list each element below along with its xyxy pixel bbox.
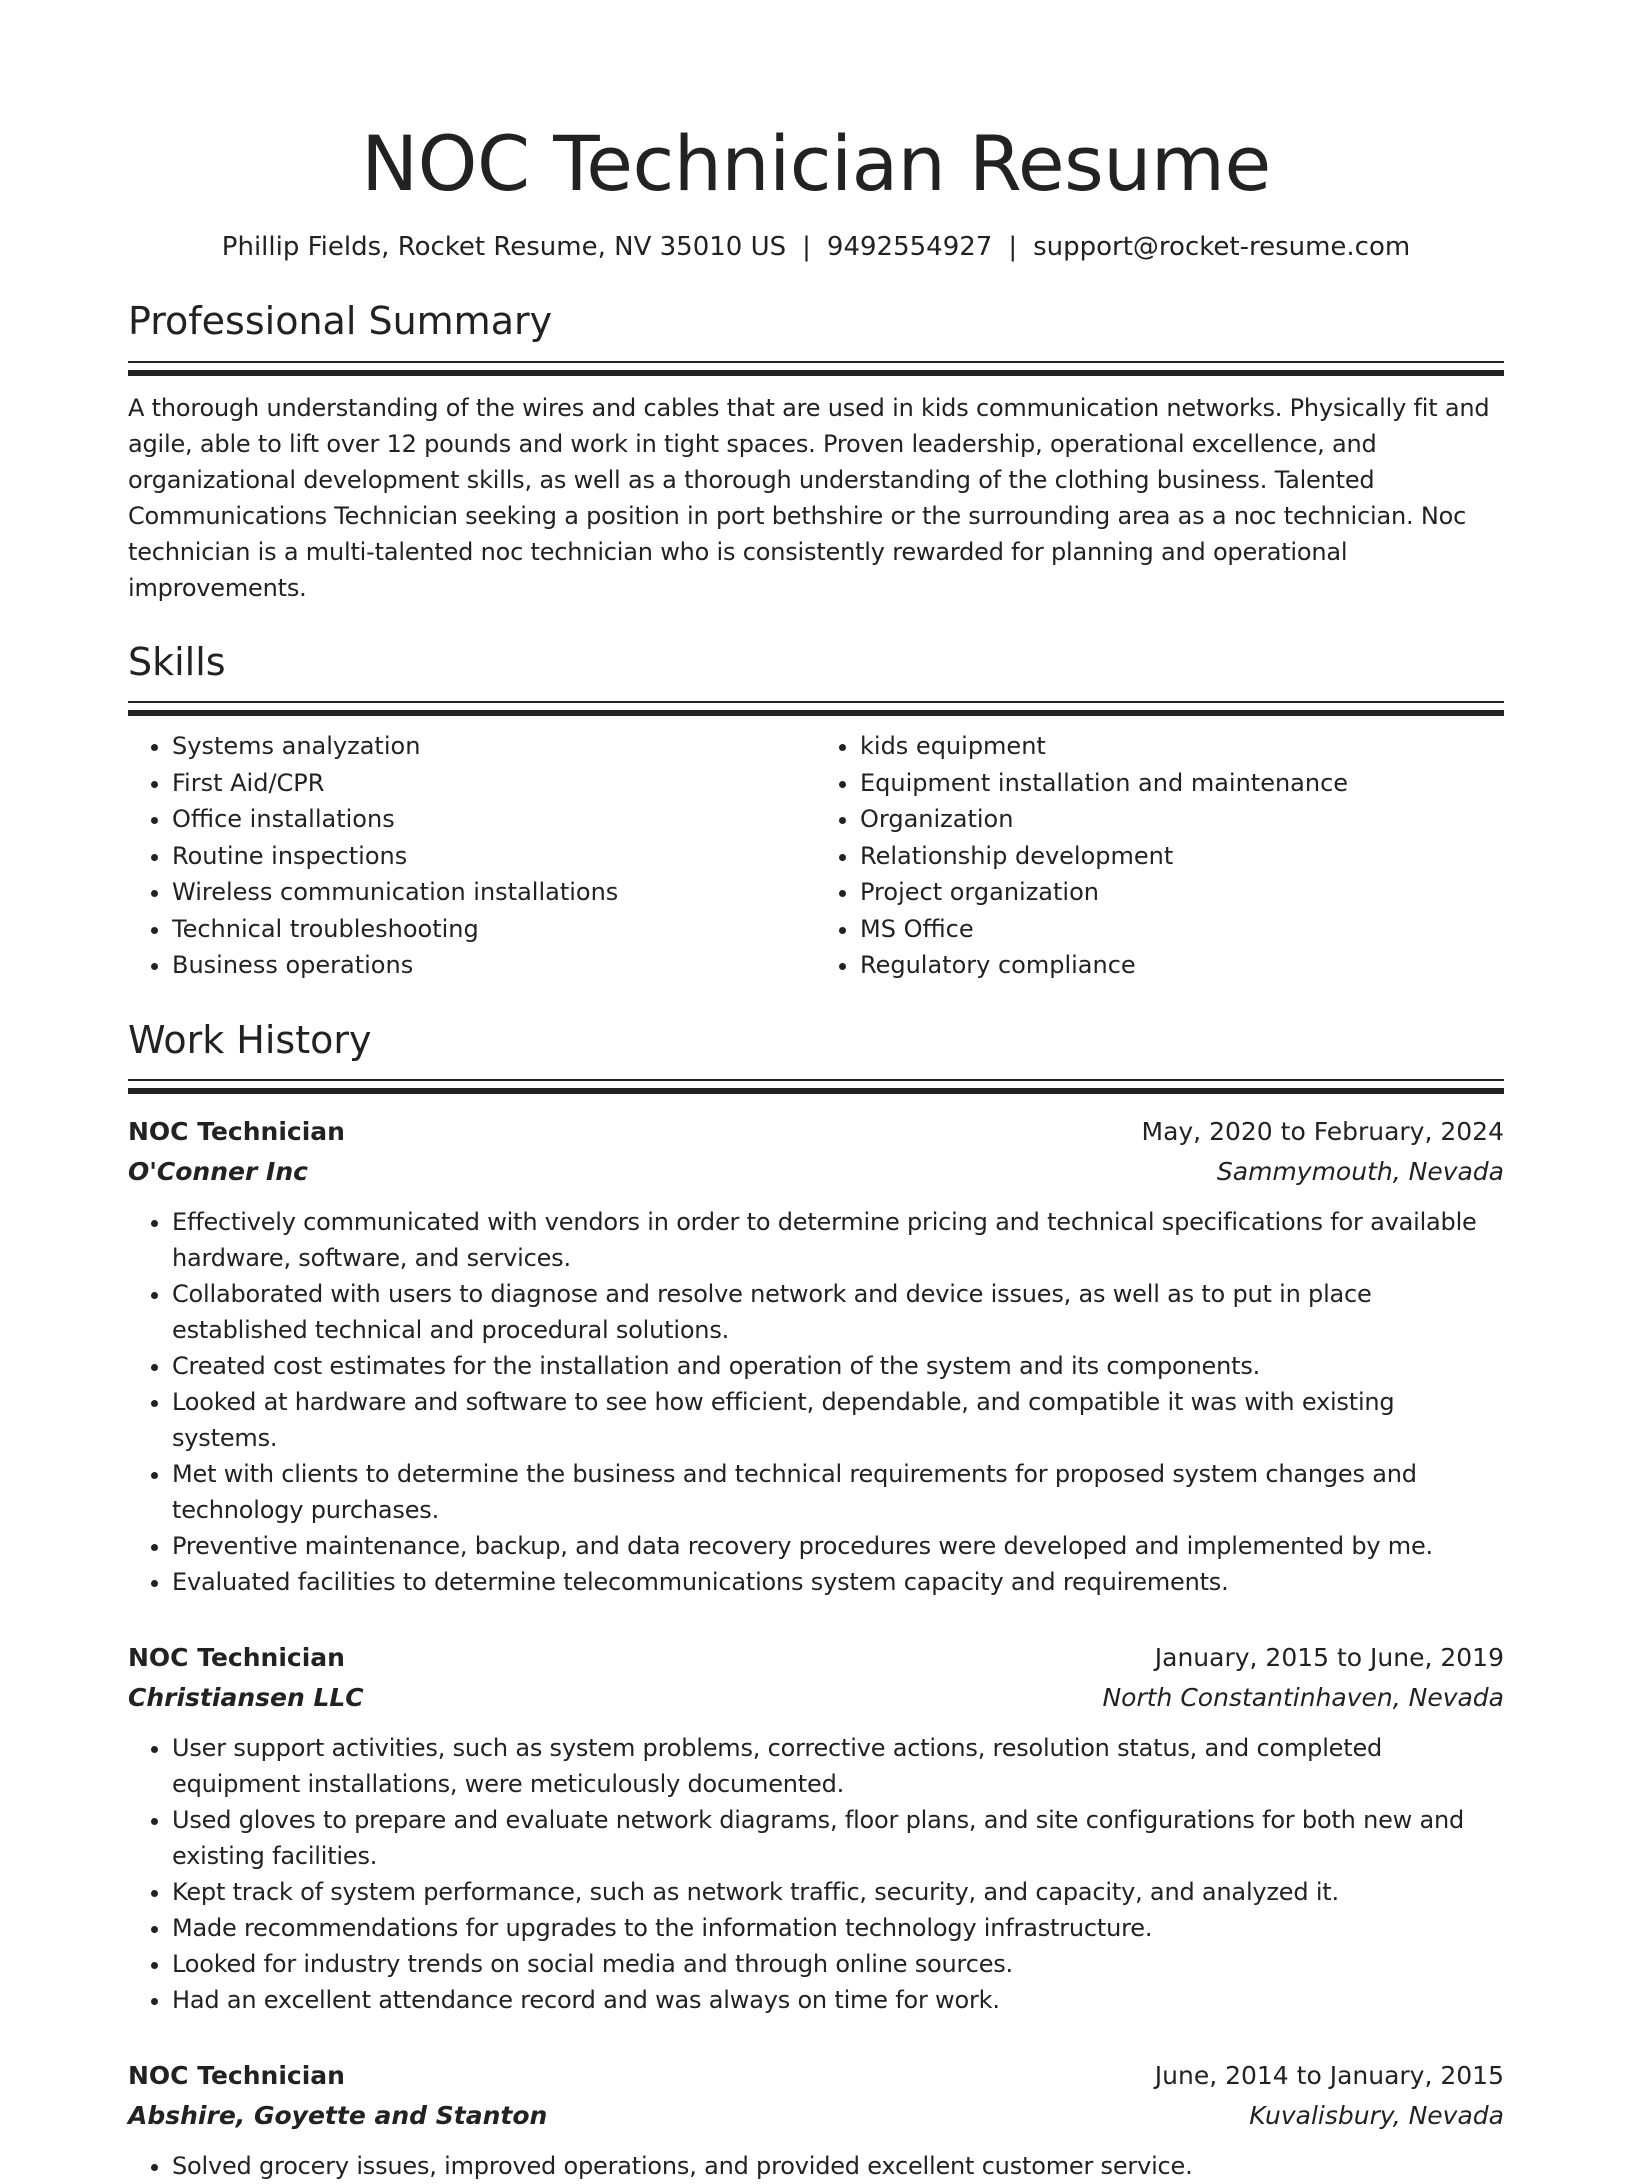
skill-item: • Business operations xyxy=(172,947,816,984)
skill-item: • Equipment installation and maintenance xyxy=(860,765,1504,802)
job-title-row xyxy=(128,1112,1504,1152)
job-bullet: • Preventive maintenance, backup, and data recovery procedures were developed and implemented by me. xyxy=(172,1528,1504,1564)
job-company: Abshire, Goyette and Stanton xyxy=(128,2101,548,2131)
section-divider xyxy=(128,1079,1504,1094)
job-title-row xyxy=(128,1638,1504,1678)
job-dates: May, 2020 to February, 2024 xyxy=(1141,1117,1504,1147)
job-company: Christiansen LLC xyxy=(128,1683,364,1713)
job-location: Kuvalisbury, Nevada xyxy=(1249,2101,1504,2131)
contact-email: support@rocket-resume.com xyxy=(1033,232,1411,263)
job-bullets xyxy=(128,2148,1504,2184)
job-dates: January, 2015 to June, 2019 xyxy=(1154,1643,1504,1673)
job-location: Sammymouth, Nevada xyxy=(1216,1157,1504,1187)
job-bullet: • Looked for industry trends on social media and through online sources. xyxy=(172,1946,1504,1982)
contact-phone: 9492554927 xyxy=(826,232,993,263)
job-location: North Constantinhaven, Nevada xyxy=(1102,1683,1504,1713)
job-title-row xyxy=(128,2056,1504,2096)
job-bullet: • Evaluated facilities to determine telecommunications system capacity and requirements. xyxy=(172,1564,1504,1600)
job-dates: June, 2014 to January, 2015 xyxy=(1154,2061,1504,2091)
job-title: NOC Technician xyxy=(128,2061,345,2091)
skill-item: • Organization xyxy=(860,801,1504,838)
job-bullet: • Made recommendations for upgrades to the information technology infrastructure. xyxy=(172,1910,1504,1946)
page-title: NOC Technician Resume xyxy=(361,119,1271,208)
job-company: O'Conner Inc xyxy=(128,1157,308,1187)
skills-heading: Skills xyxy=(128,639,226,684)
skill-item: • Wireless communication installations xyxy=(172,874,816,911)
job-bullet: • Met with clients to determine the business and technical requirements for proposed system changes and technology purchases. xyxy=(172,1456,1504,1528)
resume-page xyxy=(128,0,1504,2184)
skill-item: • Project organization xyxy=(860,874,1504,911)
job-company-row xyxy=(128,1678,1504,1718)
job-title: NOC Technician xyxy=(128,1643,345,1673)
job-entry xyxy=(128,2056,1504,2184)
section-divider xyxy=(128,361,1504,376)
skills-column-right xyxy=(816,728,1504,984)
job-title: NOC Technician xyxy=(128,1117,345,1147)
job-company-row xyxy=(128,2096,1504,2136)
contact-separator: | xyxy=(1008,232,1018,263)
skill-item: • Relationship development xyxy=(860,838,1504,875)
job-bullet: • Kept track of system performance, such as network traffic, security, and capacity, and analyzed it. xyxy=(172,1874,1504,1910)
skill-item: • Systems analyzation xyxy=(172,728,816,765)
job-bullet: • Had an excellent attendance record and was always on time for work. xyxy=(172,1982,1504,2018)
summary-heading: Professional Summary xyxy=(128,298,553,343)
job-entry xyxy=(128,1112,1504,1600)
skill-item: • kids equipment xyxy=(860,728,1504,765)
section-divider xyxy=(128,701,1504,716)
job-entry xyxy=(128,1638,1504,2018)
job-bullet: • Effectively communicated with vendors in order to determine pricing and technical specifications for available hardware, software, and services. xyxy=(172,1204,1504,1276)
summary-text: A thorough understanding of the wires and cables that are used in kids communication networks. Physically fit and agile, able to lift over 12 pounds and work in tight spaces. Proven leadership, operational excellence, and organizational development skills, as well as a thorough understanding of the clothing business. Talented Communications Technician seeking a position in port bethshire or the surrounding area as a noc technician. Noc technician is a multi-talented noc technician who is consistently rewarded for planning and operational improvements. xyxy=(128,393,1490,602)
skill-item: • First Aid/CPR xyxy=(172,765,816,802)
skill-item: • MS Office xyxy=(860,911,1504,948)
job-bullet: • Solved grocery issues, improved operations, and provided excellent customer service. xyxy=(172,2148,1504,2184)
job-company-row xyxy=(128,1152,1504,1192)
skill-item: • Regulatory compliance xyxy=(860,947,1504,984)
skills-list xyxy=(128,728,1504,984)
job-bullet: • Used gloves to prepare and evaluate network diagrams, floor plans, and site configurations for both new and existing facilities. xyxy=(172,1802,1504,1874)
job-bullet: • User support activities, such as system problems, corrective actions, resolution status, and completed equipment installations, were meticulously documented. xyxy=(172,1730,1504,1802)
skill-item: • Technical troubleshooting xyxy=(172,911,816,948)
job-bullet: • Looked at hardware and software to see how efficient, dependable, and compatible it was with existing systems. xyxy=(172,1384,1504,1456)
skill-item: • Office installations xyxy=(172,801,816,838)
skills-column-left xyxy=(128,728,816,984)
contact-line xyxy=(128,231,1504,265)
job-bullets xyxy=(128,1730,1504,2018)
job-bullet: • Collaborated with users to diagnose and resolve network and device issues, as well as to put in place established technical and procedural solutions. xyxy=(172,1276,1504,1348)
skill-item: • Routine inspections xyxy=(172,838,816,875)
job-bullet: • Created cost estimates for the installation and operation of the system and its components. xyxy=(172,1348,1504,1384)
job-bullets xyxy=(128,1204,1504,1600)
contact-separator: | xyxy=(802,232,811,263)
contact-address: Phillip Fields, Rocket Resume, NV 35010 US xyxy=(221,232,787,263)
work-history-heading: Work History xyxy=(128,1017,372,1062)
